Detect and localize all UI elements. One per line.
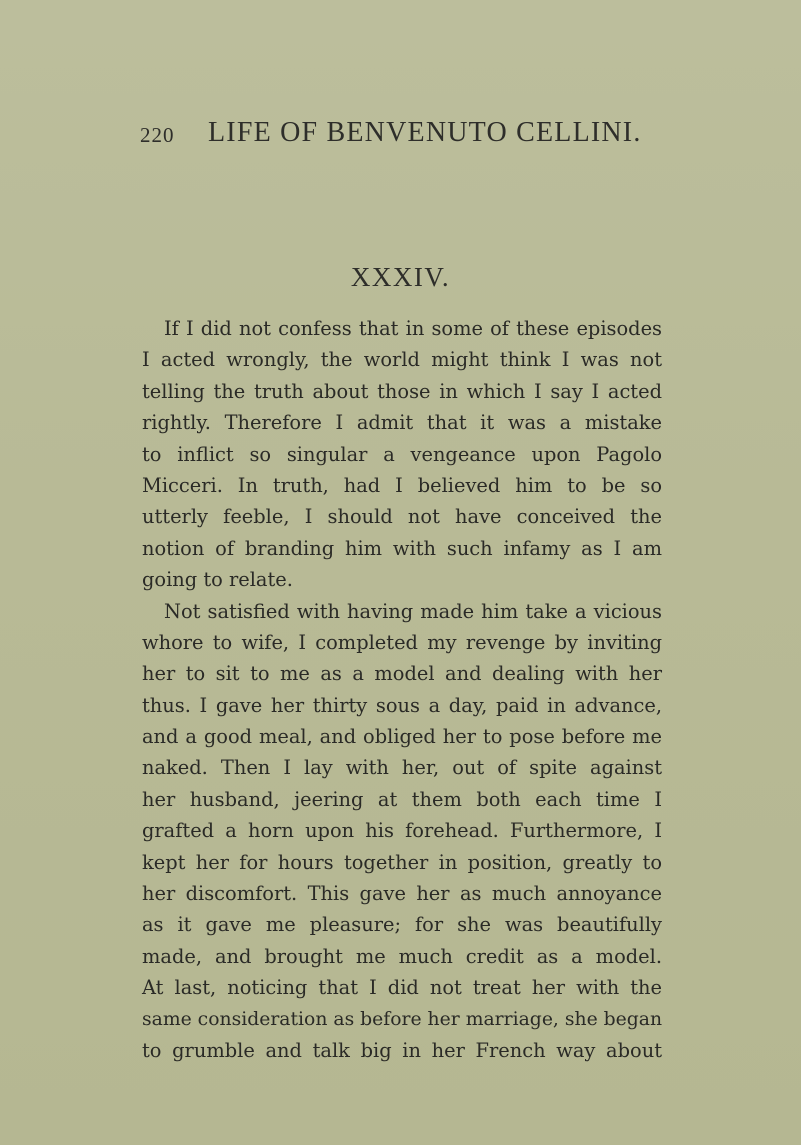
text-line: notion of branding him with such infamy as I am: [142, 536, 662, 560]
text-line: kept her for hours together in position, greatly to: [142, 850, 662, 874]
text-line: as it gave me pleasure; for she was beautifully: [142, 913, 662, 937]
text-line: Micceri. In truth, had I believed him to be so: [142, 473, 662, 497]
text-line: made, and brought me much credit as a model.: [142, 944, 662, 968]
text-line: telling the truth about those in which I say I acted: [142, 379, 662, 403]
text-line: At last, noticing that I did not treat her with the: [142, 976, 662, 1000]
text-line: and a good meal, and obliged her to pose before me: [142, 725, 662, 749]
text-line: grafted a horn upon his forehead. Furthermore, I: [142, 819, 662, 843]
text-line: naked. Then I lay with her, out of spite against: [142, 756, 662, 780]
text-line: If I did not confess that in some of these episodes: [164, 317, 662, 340]
page-number: 220: [140, 123, 175, 147]
text-line: thus. I gave her thirty sous a day, paid in advance,: [142, 693, 662, 717]
text-line: her to sit to me as a model and dealing with her: [142, 662, 662, 686]
running-head: [0, 113, 801, 153]
text-line: utterly feeble, I should not have conceived the: [142, 505, 662, 529]
text-line: whore to wife, I completed my revenge by inviting: [142, 630, 662, 654]
body-text: [142, 313, 662, 1066]
text-line: to grumble and talk big in her French way about: [142, 1038, 662, 1062]
text-line: her discomfort. This gave her as much annoyance: [142, 882, 662, 906]
text-line: going to relate.: [142, 568, 293, 592]
text-line: her husband, jeering at them both each time I: [142, 787, 662, 811]
text-line: I acted wrongly, the world might think I was not: [142, 348, 662, 372]
text-line: Not satisfied with having made him take a vicious: [164, 599, 662, 623]
chapter-heading: XXXIV.: [350, 262, 451, 292]
text-line: to inflict so singular a vengeance upon Pagolo: [142, 442, 662, 466]
text-line: rightly. Therefore I admit that it was a mistake: [142, 411, 662, 435]
text-line: same consideration as before her marriage, she began: [142, 1008, 663, 1030]
running-title: LIFE OF BENVENUTO CELLINI.: [208, 117, 642, 148]
